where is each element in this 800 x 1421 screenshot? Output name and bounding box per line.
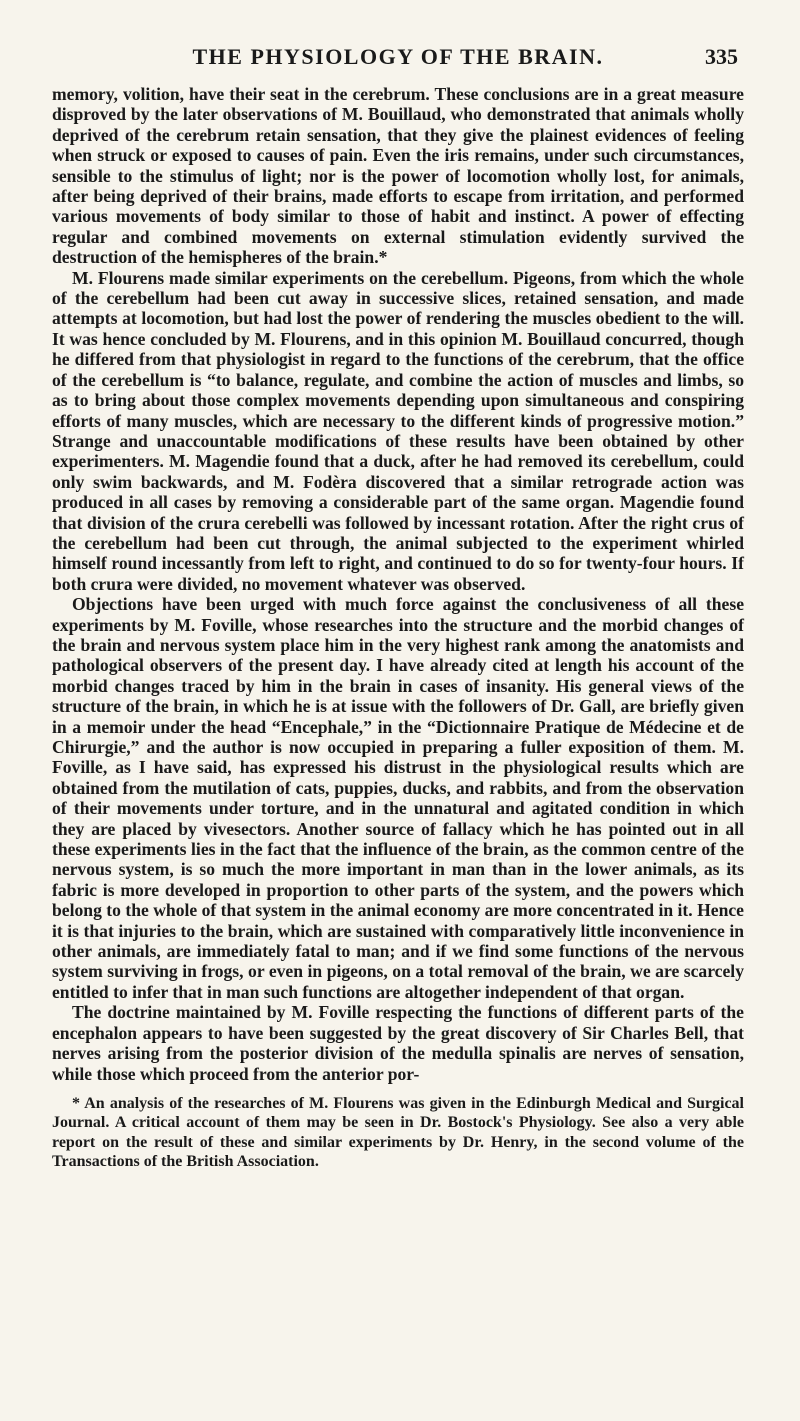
paragraph-2: M. Flourens made similar experiments on the cerebellum. Pigeons, from which the whole of the cerebellum had been cut away in successive slices, retained sensation, and made attempts at locomotion, but had lost the power of rendering the muscles obedient to the will. It was hence concluded by M. Flourens, and in this opinion M. Bouillaud concurred, though he differed from that physiologist in regard to the functions of the cerebrum, that the office of the cerebellum is “to balance, regulate, and combine the action of muscles and limbs, so as to bring about those complex movements depending upon simultaneous and conspiring efforts of many muscles, which are necessary to the different kinds of progressive motion.” Strange and unaccountable modifications of these results have been obtained by other experimenters. M. Magendie found that a duck, after he had removed its cerebellum, could only swim backwards, and M. Fodèra discovered that a similar retrograde action was produced in all cases by removing a considerable part of the same organ. Magendie found that division of the crura cerebelli was followed by incessant rotation. After the right crus of the cerebellum had been cut through, the animal subjected to the experiment whirled himself round incessantly from left to right, and continued to do so for twenty-four hours. If both crura were divided, no movement whatever was observed.: [52, 267, 744, 594]
paragraph-3: Objections have been urged with much force against the conclusiveness of all these experiments by M. Foville, whose researches into the structure and the morbid changes of the brain and nervous system place him in the very highest rank among the anatomists and pathological observers of the present day. I have already cited at length his account of the morbid changes traced by him in the brain in cases of insanity. His general views of the structure of the brain, in which he is at issue with the followers of Dr. Gall, are briefly given in a memoir under the head “Encephale,” in the “Dictionnaire Pratique de Médecine et de Chirurgie,” and the author is now occupied in preparing a fuller exposition of them. M. Foville, as I have said, has expressed his distrust in the physiological results which are obtained from the mutilation of cats, puppies, ducks, and rabbits, and from the observation of their movements under torture, and in the unnatural and agitated condition in which they are placed by vivesectors. Another source of fallacy which he has pointed out in all these experiments lies in the fact that the influence of the brain, as the common centre of the nervous system, is so much the more important in man than in the lower animals, as its fabric is more developed in proportion to other parts of the system, and the powers which belong to the whole of that system in the animal economy are more concentrated in it. Hence it is that injuries to the brain, which are sustained with comparatively little inconvenience in other animals, are immediately fatal to man; and if we find some functions of the nervous system surviving in frogs, or even in pigeons, on a total removal of the brain, we are scarcely entitled to infer that in man such functions are altogether independent of that organ.: [52, 594, 744, 1002]
page-header: [52, 44, 744, 76]
page-number: 335: [705, 44, 738, 69]
paragraph-1: memory, volition, have their seat in the cerebrum. These conclusions are in a great measure disproved by the later observations of M. Bouillaud, who demonstrated that animals wholly deprived of the cerebrum retain sensation, that they give the plainest evidences of feeling when struck or exposed to causes of pain. Even the iris remains, under such circumstances, sensible to the stimulus of light; nor is the power of locomotion wholly lost, for animals, after being deprived of their brains, made efforts to escape from irritation, and performed various movements of body similar to those of habit and instinct. A power of effecting regular and combined movements on external stimulation evidently survived the destruction of the hemispheres of the brain.*: [52, 84, 744, 268]
body-text: [52, 84, 744, 1084]
running-title: THE PHYSIOLOGY OF THE BRAIN.: [192, 44, 604, 69]
footnote: * An analysis of the researches of M. Flourens was given in the Edinburgh Medical and Surgical Journal. A critical account of them may be seen in Dr. Bostock's Physiology. See also a very able report on the result of these and similar experiments by Dr. Henry, in the second volume of the Transactions of the British Association.: [52, 1094, 744, 1171]
paragraph-4: The doctrine maintained by M. Foville respecting the functions of different parts of the encephalon appears to have been suggested by the great discovery of Sir Charles Bell, that nerves arising from the posterior division of the medulla spinalis are nerves of sensation, while those which proceed from the anterior por-: [52, 1002, 744, 1084]
